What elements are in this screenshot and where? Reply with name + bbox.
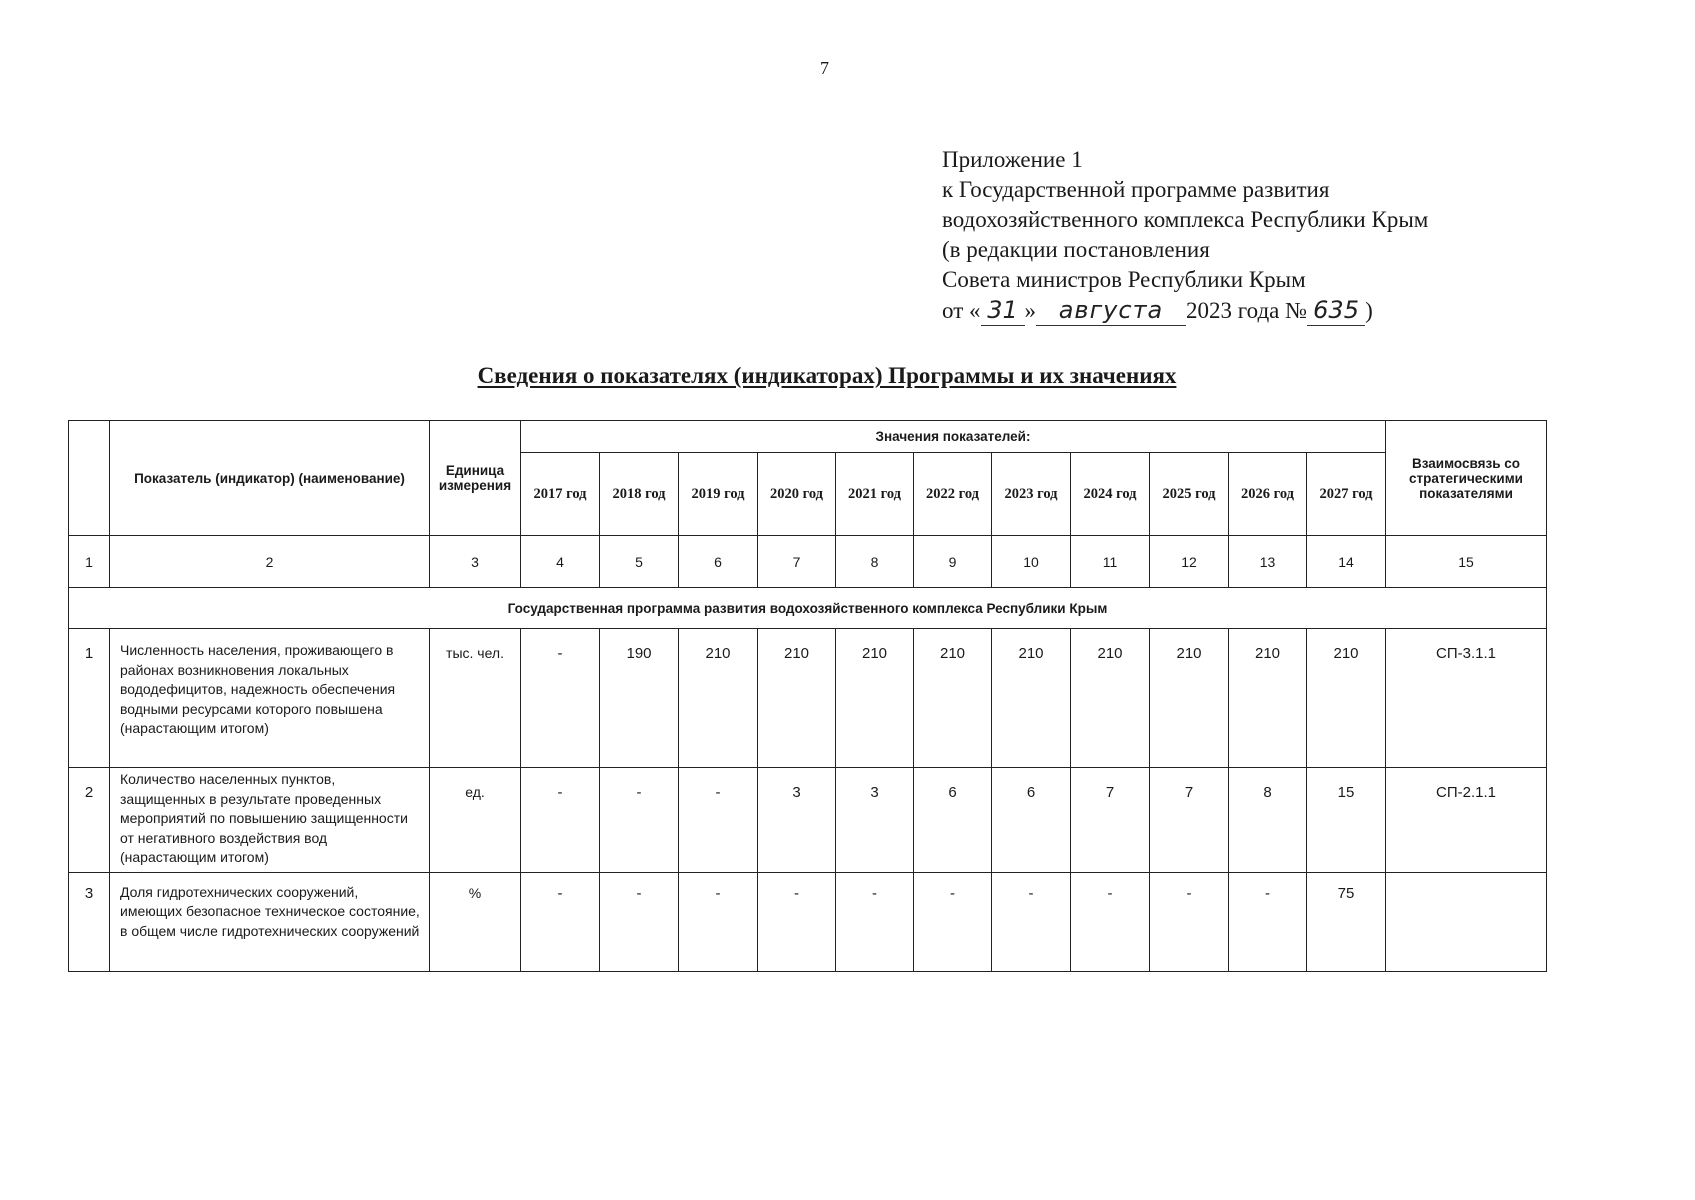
value-cell: - — [992, 872, 1071, 971]
row-number: 3 — [69, 872, 110, 971]
column-numbers-row — [69, 536, 1547, 588]
value-cell: - — [679, 768, 758, 873]
indicator-name: Доля гидротехнических сооружений, имеющих безопасное техническое состояние, в общем числе гидротехнических сооружений — [110, 872, 430, 971]
unit-cell: % — [430, 872, 521, 971]
value-cell: 210 — [679, 629, 758, 768]
section-row — [69, 588, 1547, 629]
handwritten-number: 635 — [1307, 295, 1365, 326]
table-row — [69, 629, 1547, 768]
column-number: 10 — [992, 536, 1071, 588]
header-year: 2025 год — [1150, 453, 1229, 536]
table-row — [69, 872, 1547, 971]
column-number: 4 — [521, 536, 600, 588]
appendix-line: Приложение 1 — [942, 147, 1083, 172]
value-cell: - — [521, 768, 600, 873]
header-year: 2026 год — [1229, 453, 1307, 536]
column-number: 1 — [69, 536, 110, 588]
column-number: 9 — [914, 536, 992, 588]
document-title-text: Сведения о показателях (индикаторах) Программы и их значениях — [477, 363, 1177, 388]
header-year: 2022 год — [914, 453, 992, 536]
page-number: 7 — [820, 58, 829, 78]
value-cell: 210 — [758, 629, 836, 768]
column-number: 5 — [600, 536, 679, 588]
header-year: 2027 год — [1307, 453, 1386, 536]
header-relation: Взаимосвязь со стратегическими показателями — [1386, 421, 1547, 536]
header-number — [69, 421, 110, 536]
resolution-date-line — [942, 295, 1428, 326]
value-cell: 8 — [1229, 768, 1307, 873]
header-indicator: Показатель (индикатор) (наименование) — [110, 421, 430, 536]
appendix-block — [942, 145, 1428, 326]
value-cell: 7 — [1150, 768, 1229, 873]
value-cell: 210 — [1150, 629, 1229, 768]
header-year: 2023 год — [992, 453, 1071, 536]
value-cell: - — [1150, 872, 1229, 971]
appendix-line: (в редакции постановления — [942, 237, 1210, 262]
document-title — [0, 363, 1654, 389]
value-cell: 210 — [1071, 629, 1150, 768]
value-cell: 210 — [1229, 629, 1307, 768]
header-year: 2018 год — [600, 453, 679, 536]
value-cell: 210 — [1307, 629, 1386, 768]
header-unit: Единица измерения — [430, 421, 521, 536]
header-year: 2020 год — [758, 453, 836, 536]
value-cell: 15 — [1307, 768, 1386, 873]
value-cell: - — [521, 872, 600, 971]
section-title: Государственная программа развития водохозяйственного комплекса Республики Крым — [69, 588, 1547, 629]
handwritten-month: августа — [1036, 295, 1186, 326]
appendix-line: к Государственной программе развития — [942, 177, 1330, 202]
value-cell: 75 — [1307, 872, 1386, 971]
column-number: 8 — [836, 536, 914, 588]
header-values-group: Значения показателей: — [521, 421, 1386, 453]
value-cell: - — [679, 872, 758, 971]
header-year: 2024 год — [1071, 453, 1150, 536]
date-year: 2023 года № — [1186, 298, 1308, 323]
row-number: 2 — [69, 768, 110, 873]
relation-cell: СП-2.1.1 — [1386, 768, 1547, 873]
value-cell: 190 — [600, 629, 679, 768]
value-cell: 6 — [992, 768, 1071, 873]
row-number: 1 — [69, 629, 110, 768]
column-number: 14 — [1307, 536, 1386, 588]
indicators-table — [68, 420, 1547, 972]
column-number: 11 — [1071, 536, 1150, 588]
value-cell: - — [758, 872, 836, 971]
value-cell: 210 — [914, 629, 992, 768]
unit-cell: тыс. чел. — [430, 629, 521, 768]
header-year: 2021 год — [836, 453, 914, 536]
value-cell: 210 — [992, 629, 1071, 768]
value-cell: - — [1229, 872, 1307, 971]
column-number: 6 — [679, 536, 758, 588]
appendix-line: Совета министров Республики Крым — [942, 267, 1306, 292]
date-suffix: ) — [1365, 298, 1373, 323]
indicator-name: Численность населения, проживающего в районах возникновения локальных вододефицитов, надежность обеспечения водными ресурсами которого повышена (нарастающим итогом) — [110, 629, 430, 768]
header-year: 2019 год — [679, 453, 758, 536]
column-number: 12 — [1150, 536, 1229, 588]
date-prefix: от « — [942, 298, 981, 323]
value-cell: 3 — [758, 768, 836, 873]
relation-cell — [1386, 872, 1547, 971]
value-cell: 6 — [914, 768, 992, 873]
column-number: 15 — [1386, 536, 1547, 588]
value-cell: 210 — [836, 629, 914, 768]
value-cell: - — [600, 872, 679, 971]
handwritten-day: 31 — [981, 295, 1025, 326]
column-number: 3 — [430, 536, 521, 588]
table-row — [69, 768, 1547, 873]
value-cell: - — [521, 629, 600, 768]
header-year: 2017 год — [521, 453, 600, 536]
unit-cell: ед. — [430, 768, 521, 873]
value-cell: - — [600, 768, 679, 873]
value-cell: - — [914, 872, 992, 971]
value-cell: 3 — [836, 768, 914, 873]
column-number: 7 — [758, 536, 836, 588]
column-number: 13 — [1229, 536, 1307, 588]
value-cell: - — [1071, 872, 1150, 971]
column-number: 2 — [110, 536, 430, 588]
appendix-line: водохозяйственного комплекса Республики Крым — [942, 207, 1429, 232]
value-cell: 7 — [1071, 768, 1150, 873]
value-cell: - — [836, 872, 914, 971]
indicator-name: Количество населенных пунктов, защищенных в результате проведенных мероприятий по повышению защищенности от негативного воздействия вод (нарастающим итогом) — [110, 768, 430, 873]
relation-cell: СП-3.1.1 — [1386, 629, 1547, 768]
date-mid: » — [1024, 298, 1036, 323]
